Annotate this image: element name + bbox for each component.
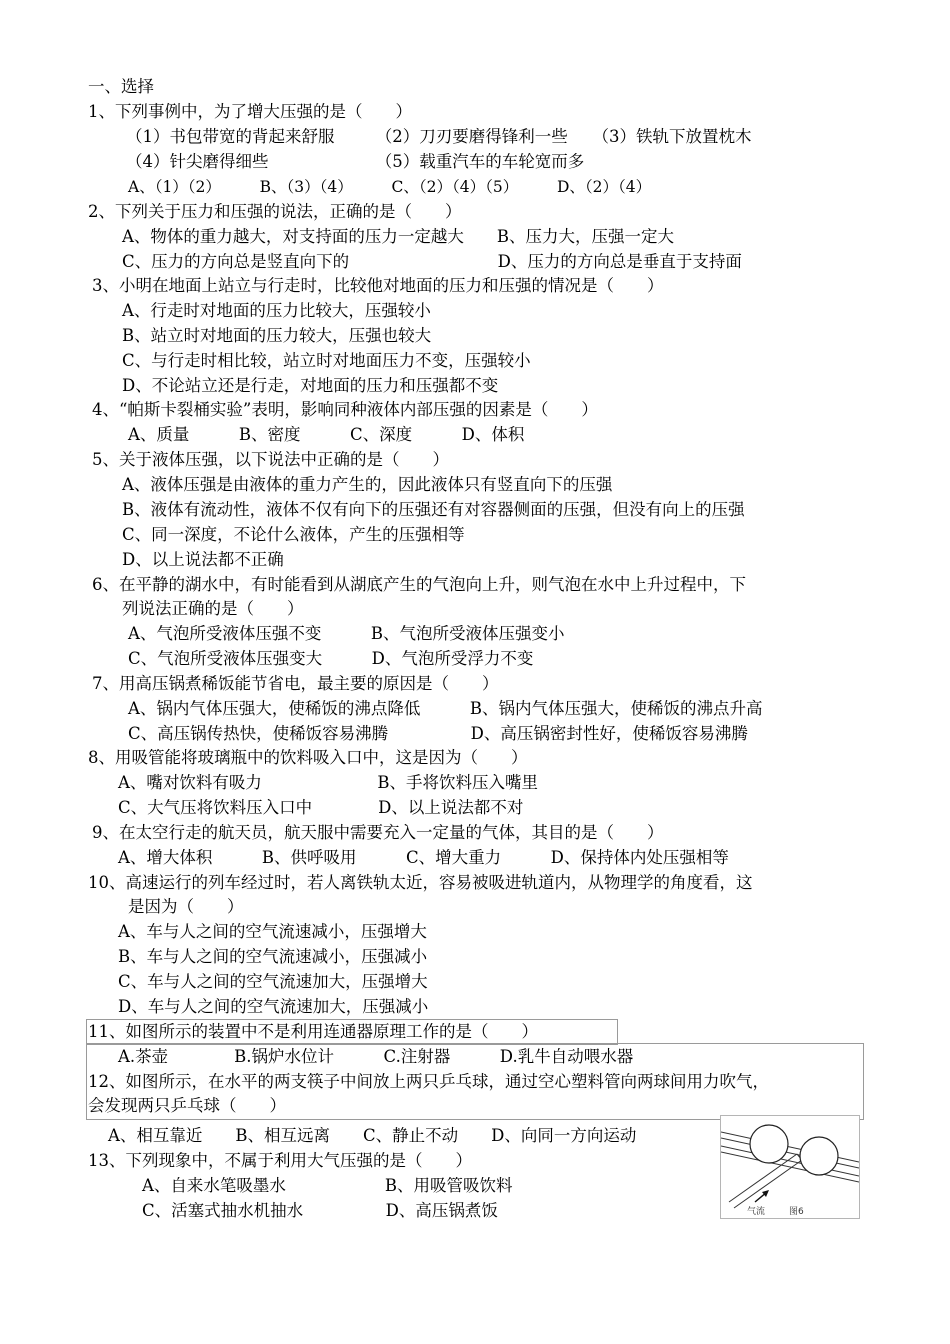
question-10-option: D、车与人之间的空气流速加大，压强减小 [118, 997, 429, 1016]
figure-ping-pong-balls [720, 1115, 860, 1219]
question-5-option: B、液体有流动性，液体不仅有向下的压强还有对容器侧面的压强，但没有向上的压强 [122, 500, 745, 519]
question-10-option: B、车与人之间的空气流速减小，压强减小 [118, 947, 428, 966]
question-9-options: A、增大体积 B、供呼吸用 C、增大重力 D、保持体内处压强相等 [118, 848, 729, 867]
question-7-options: C、高压锅传热快，使稀饭容易沸腾 D、高压锅密封性好，使稀饭容易沸腾 [128, 724, 748, 743]
figure-caption: 图6 [789, 1207, 804, 1217]
question-6-stem-cont: 列说法正确的是（ ） [122, 599, 304, 618]
question-5-stem: 5、关于液体压强，以下说法中正确的是（ ） [92, 450, 449, 469]
question-3-option: A、行走时对地面的压力比较大，压强较小 [122, 301, 431, 320]
question-8-options: A、嘴对饮料有吸力 B、手将饮料压入嘴里 [118, 773, 539, 792]
question-7-options: A、锅内气体压强大，使稀饭的沸点降低 B、锅内气体压强大，使稀饭的沸点升高 [128, 699, 763, 718]
question-10-option: C、车与人之间的空气流速加大，压强增大 [118, 972, 428, 991]
question-9-stem: 9、在太空行走的航天员，航天服中需要充入一定量的气体，其目的是（ ） [92, 823, 664, 842]
question-3-option: B、站立时对地面的压力较大，压强也较大 [122, 326, 432, 345]
question-2-options: C、压力的方向总是竖直向下的 D、压力的方向总是垂直于支持面 [122, 252, 742, 271]
question-2-stem: 2、下列关于压力和压强的说法，正确的是（ ） [88, 202, 462, 221]
section-title: 一、选择 [88, 77, 154, 96]
question-13-stem: 13、下列现象中，不属于利用大气压强的是（ ） [88, 1151, 472, 1170]
question-6-stem: 6、在平静的湖水中，有时能看到从湖底产生的气泡向上升，则气泡在水中上升过程中，下 [92, 575, 746, 594]
question-13-options: A、自来水笔吸墨水 B、用吸管吸饮料 [142, 1176, 513, 1195]
question-7-stem: 7、用高压锅煮稀饭能节省电，最主要的原因是（ ） [92, 674, 499, 693]
question-13-options: C、活塞式抽水机抽水 D、高压锅煮饭 [142, 1201, 498, 1220]
question-4-options: A、质量 B、密度 C、深度 D、体积 [128, 425, 525, 444]
question-5-option: C、同一深度，不论什么液体，产生的压强相等 [122, 525, 465, 544]
question-1-stem: 1、下列事例中，为了增大压强的是（ ） [88, 102, 412, 121]
question-12-stem-cont: 会发现两只乒乓球（ ） [88, 1096, 286, 1115]
question-1-line: （4）针尖磨得细些 （5）载重汽车的车轮宽而多 [126, 152, 585, 171]
ping-pong-ball-right [800, 1137, 838, 1175]
ping-pong-ball-left [750, 1125, 788, 1163]
question-3-stem: 3、小明在地面上站立与行走时，比较他对地面的压力和压强的情况是（ ） [92, 276, 664, 295]
question-3-option: D、不论站立还是行走，对地面的压力和压强都不变 [122, 376, 499, 395]
question-2-options: A、物体的重力越大，对支持面的压力一定越大 B、压力大，压强一定大 [122, 227, 675, 246]
question-12-options: A、相互靠近 B、相互远离 C、静止不动 D、向同一方向运动 [108, 1126, 637, 1145]
question-4-stem: 4、“帕斯卡裂桶实验”表明，影响同种液体内部压强的因素是（ ） [92, 400, 598, 419]
question-5-option: A、液体压强是由液体的重力产生的，因此液体只有竖直向下的压强 [122, 475, 613, 494]
question-1-line: （1）书包带宽的背起来舒服 （2）刀刃要磨得锋利一些 （3）铁轨下放置枕木 [126, 127, 752, 146]
airflow-label: 气流 [747, 1207, 766, 1217]
question-11-stem: 11、如图所示的装置中不是利用连通器原理工作的是（ ） [88, 1022, 538, 1041]
question-8-stem: 8、用吸管能将玻璃瓶中的饮料吸入口中，这是因为（ ） [88, 748, 528, 767]
question-10-stem-cont: 是因为（ ） [128, 897, 244, 916]
question-5-option: D、以上说法都不正确 [122, 550, 284, 569]
question-10-stem: 10、高速运行的列车经过时，若人离铁轨太近，容易被吸进轨道内，从物理学的角度看，这 [88, 873, 753, 892]
question-11-options: A.茶壶 B.锅炉水位计 C.注射器 D.乳牛自动喂水器 [118, 1047, 634, 1066]
question-3-option: C、与行走时相比较，站立时对地面压力不变，压强较小 [122, 351, 531, 370]
question-6-options: C、气泡所受液体压强变大 D、气泡所受浮力不变 [128, 649, 534, 668]
question-1-options: A、（1）（2） B、（3）（4） C、（2）（4）（5） D、（2）（4） [128, 178, 652, 196]
question-12-stem: 12、如图所示，在水平的两支筷子中间放上两只乒乓球，通过空心塑料管向两球间用力吹气， [88, 1072, 769, 1091]
question-10-option: A、车与人之间的空气流速减小，压强增大 [118, 922, 427, 941]
figure-drawing [721, 1116, 859, 1218]
question-8-options: C、大气压将饮料压入口中 D、以上说法都不对 [118, 798, 524, 817]
question-6-options: A、气泡所受液体压强不变 B、气泡所受液体压强变小 [128, 624, 565, 643]
